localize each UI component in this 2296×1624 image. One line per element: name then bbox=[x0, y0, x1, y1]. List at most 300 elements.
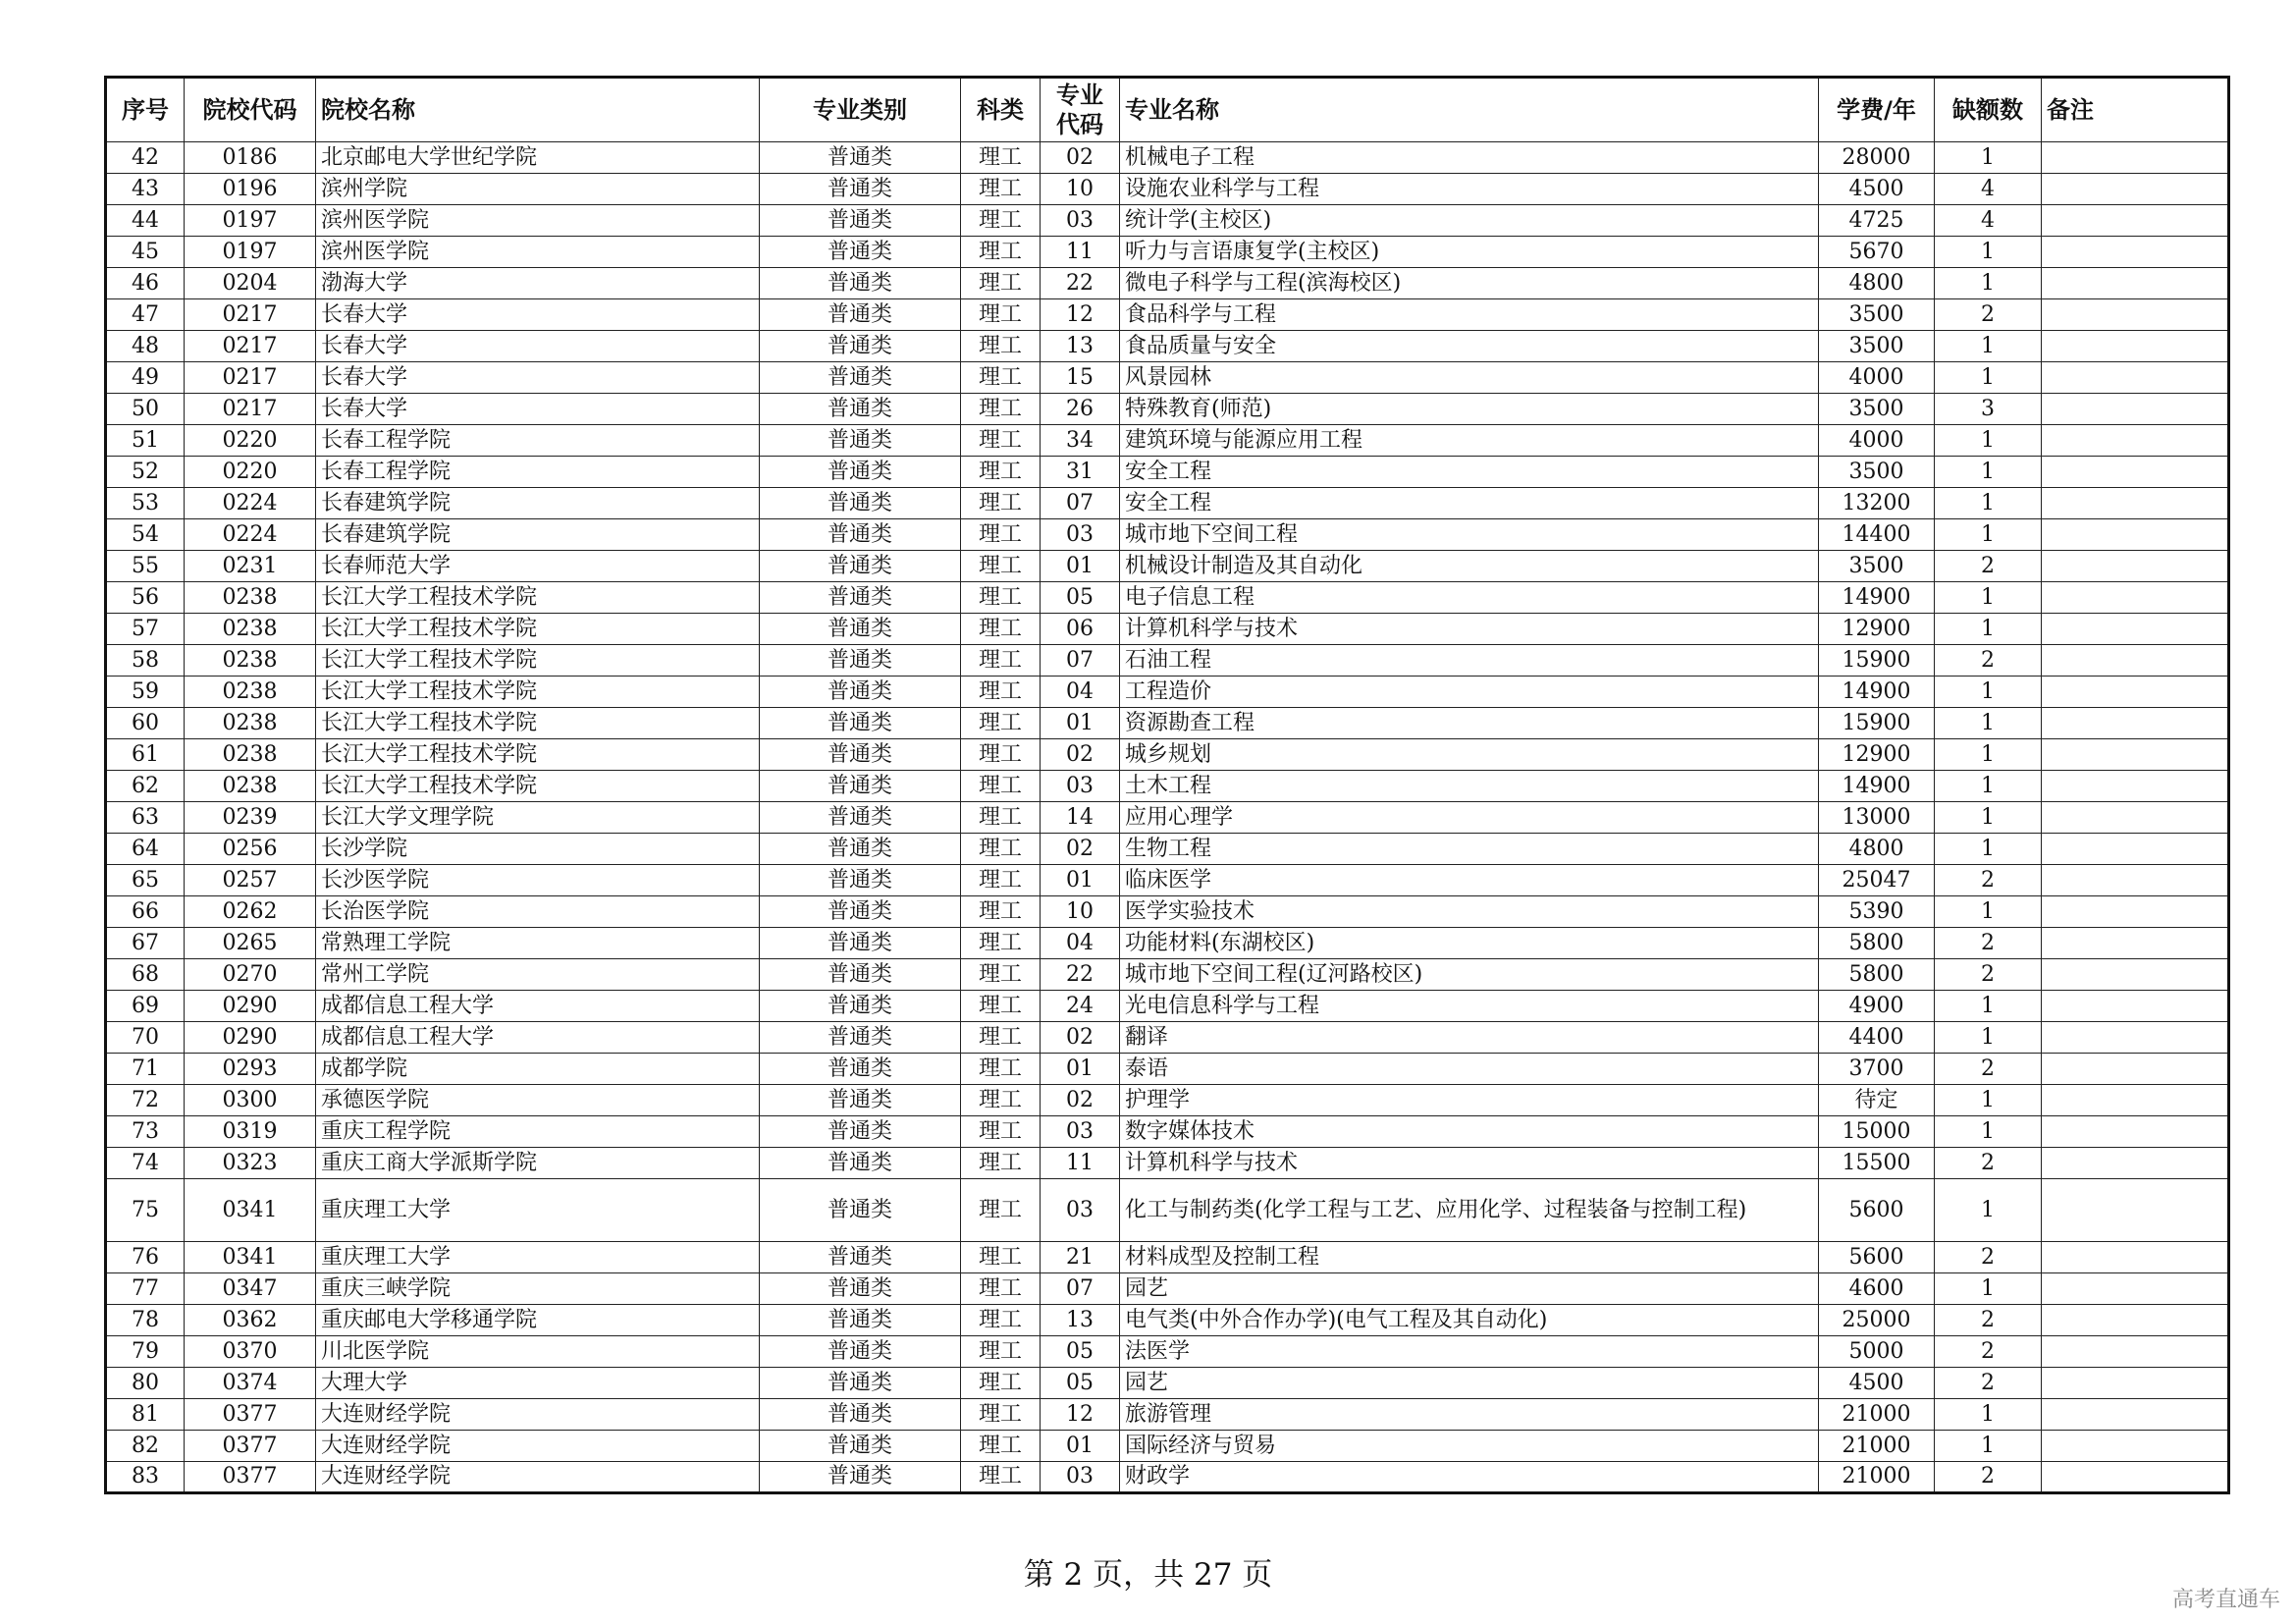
cell-major-code: 04 bbox=[1041, 928, 1120, 959]
cell-school-code: 0186 bbox=[185, 142, 316, 174]
cell-notes bbox=[2042, 959, 2229, 991]
header-vacancy: 缺额数 bbox=[1935, 78, 2042, 142]
cell-vacancy: 1 bbox=[1935, 1273, 2042, 1305]
cell-school-name: 重庆工商大学派斯学院 bbox=[316, 1148, 760, 1179]
cell-school-name: 重庆理工大学 bbox=[316, 1242, 760, 1273]
cell-school-name: 长江大学文理学院 bbox=[316, 802, 760, 834]
cell-tuition: 3700 bbox=[1819, 1054, 1935, 1085]
cell-major-code: 12 bbox=[1041, 299, 1120, 331]
cell-major-type: 普通类 bbox=[760, 1085, 961, 1116]
cell-school-code: 0341 bbox=[185, 1242, 316, 1273]
cell-notes bbox=[2042, 488, 2229, 519]
cell-vacancy: 1 bbox=[1935, 896, 2042, 928]
cell-category: 理工 bbox=[961, 1462, 1041, 1493]
table-row bbox=[106, 1148, 2229, 1179]
cell-notes bbox=[2042, 834, 2229, 865]
cell-tuition: 5600 bbox=[1819, 1179, 1935, 1242]
cell-school-code: 0231 bbox=[185, 551, 316, 582]
cell-major-type: 普通类 bbox=[760, 174, 961, 205]
cell-major-type: 普通类 bbox=[760, 205, 961, 237]
cell-category: 理工 bbox=[961, 174, 1041, 205]
table-row bbox=[106, 959, 2229, 991]
cell-major-type: 普通类 bbox=[760, 896, 961, 928]
cell-major-code: 13 bbox=[1041, 331, 1120, 362]
cell-school-name: 长春大学 bbox=[316, 331, 760, 362]
cell-tuition: 14900 bbox=[1819, 677, 1935, 708]
header-notes: 备注 bbox=[2042, 78, 2229, 142]
cell-notes bbox=[2042, 362, 2229, 394]
cell-major-name: 财政学 bbox=[1120, 1462, 1819, 1493]
cell-school-name: 滨州学院 bbox=[316, 174, 760, 205]
cell-school-code: 0238 bbox=[185, 708, 316, 739]
cell-notes bbox=[2042, 1116, 2229, 1148]
cell-school-code: 0196 bbox=[185, 174, 316, 205]
cell-tuition: 25047 bbox=[1819, 865, 1935, 896]
cell-major-code: 01 bbox=[1041, 708, 1120, 739]
cell-vacancy: 2 bbox=[1935, 1336, 2042, 1368]
cell-vacancy: 2 bbox=[1935, 645, 2042, 677]
cell-notes bbox=[2042, 1462, 2229, 1493]
cell-vacancy: 2 bbox=[1935, 1242, 2042, 1273]
cell-tuition: 待定 bbox=[1819, 1085, 1935, 1116]
cell-major-type: 普通类 bbox=[760, 1273, 961, 1305]
cell-major-code: 26 bbox=[1041, 394, 1120, 425]
cell-school-code: 0217 bbox=[185, 299, 316, 331]
cell-seq: 70 bbox=[106, 1022, 185, 1054]
cell-major-name: 食品科学与工程 bbox=[1120, 299, 1819, 331]
cell-major-name: 食品质量与安全 bbox=[1120, 331, 1819, 362]
cell-school-name: 长江大学工程技术学院 bbox=[316, 771, 760, 802]
cell-school-name: 大连财经学院 bbox=[316, 1399, 760, 1431]
cell-seq: 65 bbox=[106, 865, 185, 896]
cell-major-code: 05 bbox=[1041, 1336, 1120, 1368]
cell-vacancy: 2 bbox=[1935, 551, 2042, 582]
cell-tuition: 3500 bbox=[1819, 394, 1935, 425]
cell-school-code: 0377 bbox=[185, 1431, 316, 1462]
cell-major-type: 普通类 bbox=[760, 1242, 961, 1273]
cell-school-code: 0217 bbox=[185, 331, 316, 362]
table-row bbox=[106, 362, 2229, 394]
cell-major-code: 03 bbox=[1041, 1462, 1120, 1493]
table-row bbox=[106, 237, 2229, 268]
cell-major-name: 材料成型及控制工程 bbox=[1120, 1242, 1819, 1273]
table-row bbox=[106, 1116, 2229, 1148]
cell-major-code: 03 bbox=[1041, 519, 1120, 551]
cell-seq: 54 bbox=[106, 519, 185, 551]
cell-major-name: 建筑环境与能源应用工程 bbox=[1120, 425, 1819, 457]
cell-school-code: 0217 bbox=[185, 362, 316, 394]
cell-seq: 71 bbox=[106, 1054, 185, 1085]
cell-vacancy: 1 bbox=[1935, 519, 2042, 551]
cell-major-type: 普通类 bbox=[760, 299, 961, 331]
cell-major-type: 普通类 bbox=[760, 519, 961, 551]
cell-notes bbox=[2042, 174, 2229, 205]
cell-category: 理工 bbox=[961, 1085, 1041, 1116]
cell-vacancy: 2 bbox=[1935, 1368, 2042, 1399]
cell-major-name: 护理学 bbox=[1120, 1085, 1819, 1116]
cell-school-name: 常熟理工学院 bbox=[316, 928, 760, 959]
table-row bbox=[106, 834, 2229, 865]
cell-category: 理工 bbox=[961, 959, 1041, 991]
table-row bbox=[106, 488, 2229, 519]
cell-school-code: 0224 bbox=[185, 488, 316, 519]
table-row bbox=[106, 299, 2229, 331]
cell-seq: 64 bbox=[106, 834, 185, 865]
cell-vacancy: 1 bbox=[1935, 1179, 2042, 1242]
cell-category: 理工 bbox=[961, 1273, 1041, 1305]
watermark: 高考直通车 bbox=[2171, 1588, 2280, 1612]
cell-seq: 82 bbox=[106, 1431, 185, 1462]
cell-major-name: 功能材料(东湖校区) bbox=[1120, 928, 1819, 959]
cell-major-name: 机械电子工程 bbox=[1120, 142, 1819, 174]
cell-major-code: 24 bbox=[1041, 991, 1120, 1022]
cell-school-code: 0238 bbox=[185, 582, 316, 614]
cell-major-type: 普通类 bbox=[760, 771, 961, 802]
cell-notes bbox=[2042, 614, 2229, 645]
cell-major-code: 22 bbox=[1041, 959, 1120, 991]
cell-school-name: 长春师范大学 bbox=[316, 551, 760, 582]
cell-school-name: 成都信息工程大学 bbox=[316, 991, 760, 1022]
cell-notes bbox=[2042, 142, 2229, 174]
cell-major-code: 22 bbox=[1041, 268, 1120, 299]
cell-vacancy: 1 bbox=[1935, 425, 2042, 457]
cell-category: 理工 bbox=[961, 237, 1041, 268]
cell-seq: 42 bbox=[106, 142, 185, 174]
cell-tuition: 12900 bbox=[1819, 614, 1935, 645]
cell-tuition: 3500 bbox=[1819, 299, 1935, 331]
cell-major-type: 普通类 bbox=[760, 394, 961, 425]
cell-major-name: 工程造价 bbox=[1120, 677, 1819, 708]
cell-seq: 81 bbox=[106, 1399, 185, 1431]
cell-notes bbox=[2042, 205, 2229, 237]
cell-school-name: 长治医学院 bbox=[316, 896, 760, 928]
cell-vacancy: 2 bbox=[1935, 1054, 2042, 1085]
cell-school-name: 常州工学院 bbox=[316, 959, 760, 991]
cell-major-name: 临床医学 bbox=[1120, 865, 1819, 896]
cell-category: 理工 bbox=[961, 457, 1041, 488]
cell-school-code: 0238 bbox=[185, 739, 316, 771]
table-row bbox=[106, 1242, 2229, 1273]
cell-major-type: 普通类 bbox=[760, 425, 961, 457]
cell-major-code: 01 bbox=[1041, 1054, 1120, 1085]
cell-category: 理工 bbox=[961, 896, 1041, 928]
cell-school-name: 长春工程学院 bbox=[316, 425, 760, 457]
cell-major-type: 普通类 bbox=[760, 802, 961, 834]
cell-vacancy: 1 bbox=[1935, 457, 2042, 488]
cell-major-code: 06 bbox=[1041, 614, 1120, 645]
cell-seq: 51 bbox=[106, 425, 185, 457]
cell-school-code: 0256 bbox=[185, 834, 316, 865]
cell-major-name: 城乡规划 bbox=[1120, 739, 1819, 771]
cell-school-code: 0290 bbox=[185, 991, 316, 1022]
cell-major-code: 03 bbox=[1041, 1179, 1120, 1242]
cell-school-name: 重庆工程学院 bbox=[316, 1116, 760, 1148]
cell-major-name: 泰语 bbox=[1120, 1054, 1819, 1085]
cell-school-code: 0238 bbox=[185, 771, 316, 802]
cell-vacancy: 1 bbox=[1935, 614, 2042, 645]
cell-major-name: 安全工程 bbox=[1120, 488, 1819, 519]
cell-school-code: 0323 bbox=[185, 1148, 316, 1179]
cell-major-type: 普通类 bbox=[760, 991, 961, 1022]
cell-major-code: 07 bbox=[1041, 488, 1120, 519]
cell-major-name: 翻译 bbox=[1120, 1022, 1819, 1054]
cell-school-code: 0374 bbox=[185, 1368, 316, 1399]
cell-school-name: 渤海大学 bbox=[316, 268, 760, 299]
cell-seq: 73 bbox=[106, 1116, 185, 1148]
cell-seq: 79 bbox=[106, 1336, 185, 1368]
cell-major-type: 普通类 bbox=[760, 551, 961, 582]
cell-major-name: 石油工程 bbox=[1120, 645, 1819, 677]
table-row bbox=[106, 802, 2229, 834]
cell-major-code: 05 bbox=[1041, 582, 1120, 614]
cell-tuition: 4600 bbox=[1819, 1273, 1935, 1305]
cell-major-type: 普通类 bbox=[760, 582, 961, 614]
cell-vacancy: 2 bbox=[1935, 865, 2042, 896]
cell-school-name: 重庆三峡学院 bbox=[316, 1273, 760, 1305]
cell-notes bbox=[2042, 896, 2229, 928]
cell-seq: 69 bbox=[106, 991, 185, 1022]
cell-category: 理工 bbox=[961, 582, 1041, 614]
cell-tuition: 4500 bbox=[1819, 1368, 1935, 1399]
cell-school-name: 长春建筑学院 bbox=[316, 488, 760, 519]
cell-vacancy: 1 bbox=[1935, 1022, 2042, 1054]
cell-tuition: 21000 bbox=[1819, 1399, 1935, 1431]
cell-school-code: 0204 bbox=[185, 268, 316, 299]
cell-school-code: 0197 bbox=[185, 237, 316, 268]
cell-notes bbox=[2042, 394, 2229, 425]
cell-school-name: 长江大学工程技术学院 bbox=[316, 739, 760, 771]
cell-school-code: 0293 bbox=[185, 1054, 316, 1085]
cell-major-code: 12 bbox=[1041, 1399, 1120, 1431]
table-row bbox=[106, 771, 2229, 802]
cell-school-name: 大理大学 bbox=[316, 1368, 760, 1399]
header-school-name: 院校名称 bbox=[316, 78, 760, 142]
table-row bbox=[106, 1336, 2229, 1368]
cell-major-type: 普通类 bbox=[760, 1116, 961, 1148]
cell-school-name: 北京邮电大学世纪学院 bbox=[316, 142, 760, 174]
cell-seq: 60 bbox=[106, 708, 185, 739]
table-row bbox=[106, 1462, 2229, 1493]
cell-category: 理工 bbox=[961, 142, 1041, 174]
cell-major-code: 34 bbox=[1041, 425, 1120, 457]
header-seq: 序号 bbox=[106, 78, 185, 142]
cell-school-code: 0341 bbox=[185, 1179, 316, 1242]
cell-school-code: 0220 bbox=[185, 425, 316, 457]
cell-category: 理工 bbox=[961, 1022, 1041, 1054]
cell-school-name: 川北医学院 bbox=[316, 1336, 760, 1368]
cell-seq: 56 bbox=[106, 582, 185, 614]
cell-vacancy: 2 bbox=[1935, 1305, 2042, 1336]
cell-school-code: 0377 bbox=[185, 1462, 316, 1493]
cell-category: 理工 bbox=[961, 708, 1041, 739]
cell-tuition: 13200 bbox=[1819, 488, 1935, 519]
cell-notes bbox=[2042, 519, 2229, 551]
cell-major-code: 02 bbox=[1041, 142, 1120, 174]
cell-school-name: 重庆理工大学 bbox=[316, 1179, 760, 1242]
cell-major-name: 安全工程 bbox=[1120, 457, 1819, 488]
cell-major-code: 01 bbox=[1041, 551, 1120, 582]
table-row bbox=[106, 614, 2229, 645]
cell-school-name: 长沙医学院 bbox=[316, 865, 760, 896]
cell-major-type: 普通类 bbox=[760, 331, 961, 362]
table-row bbox=[106, 896, 2229, 928]
cell-notes bbox=[2042, 1399, 2229, 1431]
cell-school-code: 0224 bbox=[185, 519, 316, 551]
cell-seq: 76 bbox=[106, 1242, 185, 1273]
cell-seq: 75 bbox=[106, 1179, 185, 1242]
cell-tuition: 15000 bbox=[1819, 1116, 1935, 1148]
table-row bbox=[106, 991, 2229, 1022]
cell-vacancy: 3 bbox=[1935, 394, 2042, 425]
cell-school-code: 0197 bbox=[185, 205, 316, 237]
cell-school-code: 0347 bbox=[185, 1273, 316, 1305]
cell-major-code: 15 bbox=[1041, 362, 1120, 394]
cell-category: 理工 bbox=[961, 1116, 1041, 1148]
cell-major-type: 普通类 bbox=[760, 457, 961, 488]
cell-major-name: 法医学 bbox=[1120, 1336, 1819, 1368]
cell-school-code: 0238 bbox=[185, 614, 316, 645]
cell-major-type: 普通类 bbox=[760, 488, 961, 519]
cell-major-code: 01 bbox=[1041, 865, 1120, 896]
cell-vacancy: 2 bbox=[1935, 1462, 2042, 1493]
cell-seq: 43 bbox=[106, 174, 185, 205]
cell-seq: 47 bbox=[106, 299, 185, 331]
table-row bbox=[106, 1431, 2229, 1462]
cell-school-code: 0300 bbox=[185, 1085, 316, 1116]
cell-notes bbox=[2042, 1368, 2229, 1399]
cell-major-code: 02 bbox=[1041, 1085, 1120, 1116]
cell-tuition: 4900 bbox=[1819, 991, 1935, 1022]
cell-seq: 53 bbox=[106, 488, 185, 519]
cell-major-name: 资源勘查工程 bbox=[1120, 708, 1819, 739]
cell-school-code: 0265 bbox=[185, 928, 316, 959]
cell-tuition: 28000 bbox=[1819, 142, 1935, 174]
cell-school-code: 0220 bbox=[185, 457, 316, 488]
cell-major-type: 普通类 bbox=[760, 928, 961, 959]
cell-major-code: 03 bbox=[1041, 1116, 1120, 1148]
cell-tuition: 25000 bbox=[1819, 1305, 1935, 1336]
cell-category: 理工 bbox=[961, 362, 1041, 394]
cell-major-code: 13 bbox=[1041, 1305, 1120, 1336]
cell-seq: 59 bbox=[106, 677, 185, 708]
cell-notes bbox=[2042, 991, 2229, 1022]
cell-notes bbox=[2042, 1054, 2229, 1085]
cell-major-type: 普通类 bbox=[760, 1462, 961, 1493]
table-row bbox=[106, 174, 2229, 205]
header-school-code: 院校代码 bbox=[185, 78, 316, 142]
cell-major-name: 统计学(主校区) bbox=[1120, 205, 1819, 237]
cell-category: 理工 bbox=[961, 331, 1041, 362]
cell-school-name: 长春大学 bbox=[316, 394, 760, 425]
cell-major-type: 普通类 bbox=[760, 739, 961, 771]
cell-major-name: 化工与制药类(化学工程与工艺、应用化学、过程装备与控制工程) bbox=[1120, 1179, 1819, 1242]
cell-major-code: 05 bbox=[1041, 1368, 1120, 1399]
cell-school-name: 长春工程学院 bbox=[316, 457, 760, 488]
cell-major-name: 计算机科学与技术 bbox=[1120, 614, 1819, 645]
header-major-code: 专业代码 bbox=[1041, 78, 1120, 142]
cell-seq: 62 bbox=[106, 771, 185, 802]
cell-major-code: 11 bbox=[1041, 1148, 1120, 1179]
cell-category: 理工 bbox=[961, 1336, 1041, 1368]
cell-seq: 48 bbox=[106, 331, 185, 362]
cell-category: 理工 bbox=[961, 771, 1041, 802]
cell-category: 理工 bbox=[961, 1179, 1041, 1242]
cell-category: 理工 bbox=[961, 1148, 1041, 1179]
cell-major-name: 应用心理学 bbox=[1120, 802, 1819, 834]
cell-major-name: 风景园林 bbox=[1120, 362, 1819, 394]
cell-school-name: 大连财经学院 bbox=[316, 1431, 760, 1462]
cell-school-code: 0377 bbox=[185, 1399, 316, 1431]
cell-major-type: 普通类 bbox=[760, 865, 961, 896]
cell-major-type: 普通类 bbox=[760, 362, 961, 394]
cell-tuition: 4800 bbox=[1819, 834, 1935, 865]
cell-major-type: 普通类 bbox=[760, 677, 961, 708]
cell-vacancy: 2 bbox=[1935, 1148, 2042, 1179]
cell-major-type: 普通类 bbox=[760, 1368, 961, 1399]
cell-vacancy: 2 bbox=[1935, 959, 2042, 991]
cell-school-code: 0362 bbox=[185, 1305, 316, 1336]
cell-seq: 55 bbox=[106, 551, 185, 582]
cell-category: 理工 bbox=[961, 268, 1041, 299]
cell-major-type: 普通类 bbox=[760, 1022, 961, 1054]
table-body bbox=[106, 142, 2229, 1493]
table-row bbox=[106, 519, 2229, 551]
cell-tuition: 3500 bbox=[1819, 331, 1935, 362]
cell-major-type: 普通类 bbox=[760, 645, 961, 677]
cell-vacancy: 1 bbox=[1935, 1116, 2042, 1148]
cell-seq: 49 bbox=[106, 362, 185, 394]
cell-notes bbox=[2042, 928, 2229, 959]
cell-category: 理工 bbox=[961, 1305, 1041, 1336]
cell-category: 理工 bbox=[961, 1431, 1041, 1462]
cell-major-code: 11 bbox=[1041, 237, 1120, 268]
cell-major-name: 微电子科学与工程(滨海校区) bbox=[1120, 268, 1819, 299]
cell-school-code: 0370 bbox=[185, 1336, 316, 1368]
cell-notes bbox=[2042, 645, 2229, 677]
cell-major-code: 10 bbox=[1041, 896, 1120, 928]
cell-tuition: 5670 bbox=[1819, 237, 1935, 268]
header-row bbox=[106, 78, 2229, 142]
cell-vacancy: 1 bbox=[1935, 1085, 2042, 1116]
cell-notes bbox=[2042, 1085, 2229, 1116]
cell-notes bbox=[2042, 739, 2229, 771]
cell-category: 理工 bbox=[961, 991, 1041, 1022]
cell-vacancy: 1 bbox=[1935, 802, 2042, 834]
cell-school-name: 成都学院 bbox=[316, 1054, 760, 1085]
cell-school-name: 成都信息工程大学 bbox=[316, 1022, 760, 1054]
cell-school-code: 0238 bbox=[185, 645, 316, 677]
cell-tuition: 5600 bbox=[1819, 1242, 1935, 1273]
cell-major-code: 03 bbox=[1041, 205, 1120, 237]
cell-school-name: 滨州医学院 bbox=[316, 205, 760, 237]
cell-category: 理工 bbox=[961, 1054, 1041, 1085]
cell-school-name: 长春大学 bbox=[316, 299, 760, 331]
cell-category: 理工 bbox=[961, 677, 1041, 708]
cell-major-name: 光电信息科学与工程 bbox=[1120, 991, 1819, 1022]
cell-major-name: 听力与言语康复学(主校区) bbox=[1120, 237, 1819, 268]
cell-major-type: 普通类 bbox=[760, 1336, 961, 1368]
cell-category: 理工 bbox=[961, 394, 1041, 425]
cell-major-name: 国际经济与贸易 bbox=[1120, 1431, 1819, 1462]
cell-category: 理工 bbox=[961, 865, 1041, 896]
cell-notes bbox=[2042, 1305, 2229, 1336]
cell-seq: 68 bbox=[106, 959, 185, 991]
cell-major-type: 普通类 bbox=[760, 268, 961, 299]
table-row bbox=[106, 677, 2229, 708]
cell-vacancy: 1 bbox=[1935, 488, 2042, 519]
cell-tuition: 14400 bbox=[1819, 519, 1935, 551]
cell-vacancy: 1 bbox=[1935, 142, 2042, 174]
